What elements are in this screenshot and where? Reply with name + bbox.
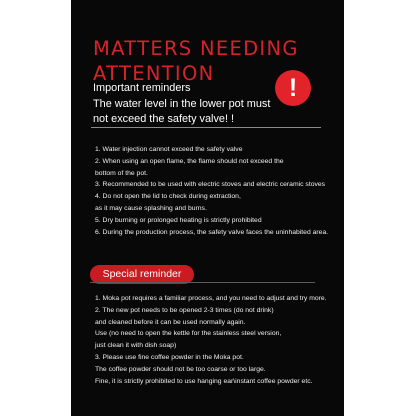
list-item: 1. Water injection cannot exceed the safety valve (95, 146, 243, 153)
divider (90, 282, 315, 283)
list-item: The coffee powder should not be too coarse or too large. (95, 365, 266, 373)
special-reminder-badge: Special reminder (90, 265, 194, 284)
list-item: Use (no need to open the kettle for the stainless steel version, (95, 330, 282, 338)
list-item: Fine, it is strictly prohibited to use hanging ear\instant coffee powder etc. (95, 377, 313, 385)
important-reminders (93, 81, 313, 128)
list-item: 1. Moka pot requires a familiar process, and you need to adjust and try more. (95, 295, 327, 302)
important-line: not exceed the safety valve! ! (93, 113, 235, 125)
title-line: ATTENTION (93, 62, 215, 85)
list-item: 3. Recommended to be used with electric stoves and electric ceramic stoves (95, 181, 326, 189)
list-item: 4. Do not open the lid to check during extraction, (95, 193, 241, 201)
notes-list (95, 144, 340, 238)
exclamation-circle-icon: ! (275, 70, 311, 106)
list-item: bottom of the pot. (95, 169, 148, 177)
special-reminder-list (95, 293, 340, 387)
list-item: just clean it with dish soap) (95, 342, 177, 350)
important-line: The water level in the lower pot must (93, 97, 271, 110)
important-line: Important reminders (93, 82, 191, 94)
attention-card (71, 0, 344, 416)
divider (91, 127, 321, 128)
title-line: MATTERS NEEDING (93, 37, 299, 60)
list-item: 2. The new pot needs to be opened 2-3 times (do not drink) (95, 306, 274, 314)
list-item: 2. When using an open flame, the flame should not exceed the (95, 157, 284, 165)
list-item: 3. Please use fine coffee powder in the Moka pot. (95, 353, 244, 361)
list-item: 6. During the production process, the safety valve faces the uninhabited area. (95, 228, 329, 236)
list-item: as it may cause splashing and burns. (95, 204, 207, 212)
list-item: 5. Dry burning or prolonged heating is strictly prohibited (95, 216, 262, 224)
list-item: and cleaned before it can be used normally again. (95, 318, 246, 326)
